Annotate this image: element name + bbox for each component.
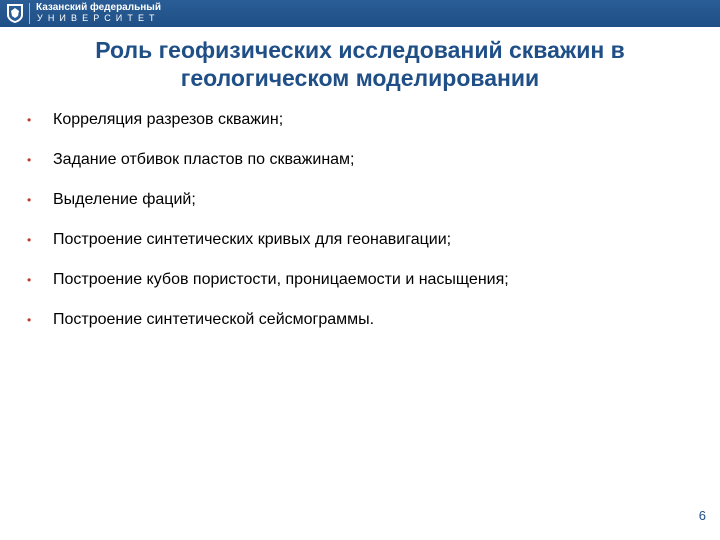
page-number: 6 (698, 508, 706, 523)
bullet-item (27, 231, 509, 271)
university-crest-icon (6, 3, 24, 24)
university-subtitle: УНИВЕРСИТЕТ (37, 13, 160, 23)
bullet-icon: • (27, 113, 32, 127)
bullet-item (27, 311, 509, 351)
bullet-text: Построение синтетической сейсмограммы. (53, 311, 375, 328)
university-name: Казанский федеральный (36, 2, 161, 13)
bullet-item (27, 271, 509, 311)
slide-title: Роль геофизических исследований скважин в геологическом моделировании (95, 37, 625, 91)
header-bar (0, 0, 720, 27)
bullet-item (27, 111, 509, 151)
bullet-text: Построение синтетических кривых для геонавигации; (53, 231, 452, 248)
bullet-icon: • (27, 273, 32, 287)
bullet-icon: • (27, 313, 32, 327)
bullet-list (27, 111, 509, 351)
bullet-item (27, 151, 509, 191)
bullet-icon: • (27, 233, 32, 247)
logo-divider (29, 3, 30, 24)
bullet-text: Выделение фаций; (53, 191, 196, 208)
bullet-text: Корреляция разрезов скважин; (53, 111, 284, 128)
bullet-icon: • (27, 193, 32, 207)
bullet-text: Задание отбивок пластов по скважинам; (53, 151, 355, 168)
bullet-text: Построение кубов пористости, проницаемости и насыщения; (53, 271, 509, 288)
bullet-item (27, 191, 509, 231)
bullet-icon: • (27, 153, 32, 167)
